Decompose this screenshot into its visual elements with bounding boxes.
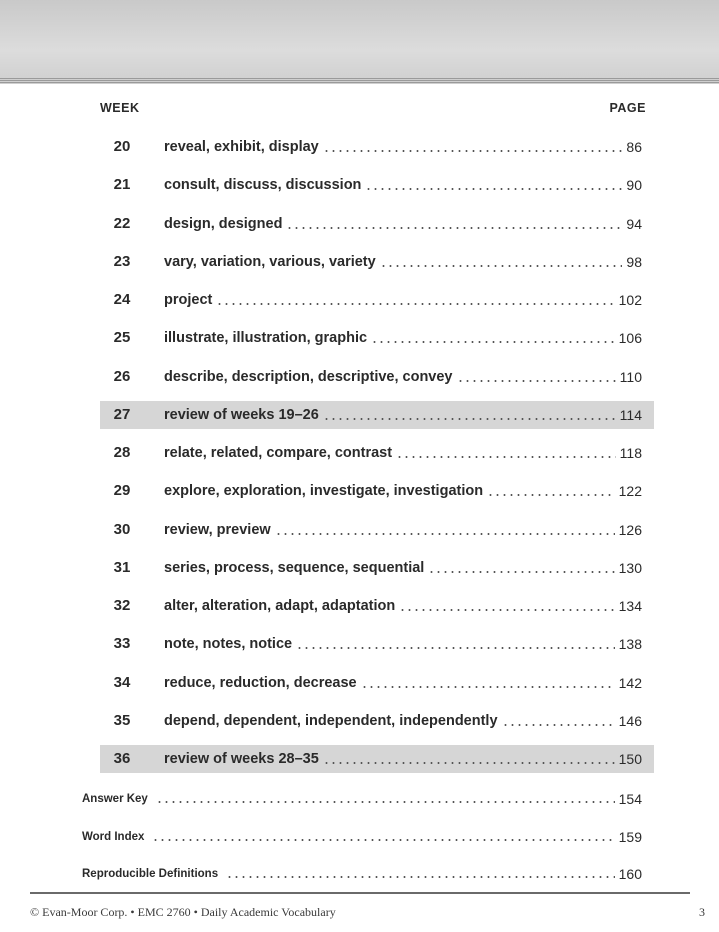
back-matter-title: Answer Key [82, 793, 148, 805]
toc-title: review, preview [164, 521, 271, 538]
toc-review-row [100, 401, 654, 429]
toc-title: note, notes, notice [164, 636, 293, 653]
dot-leader [361, 686, 615, 688]
toc-line [164, 630, 642, 658]
toc-row [100, 210, 654, 238]
week-number: 26 [113, 367, 131, 385]
toc-title: consult, discuss, discussion [164, 177, 362, 194]
toc-title: relate, related, compare, contrast [164, 445, 393, 461]
week-number: 20 [113, 138, 131, 155]
dot-leader [380, 265, 623, 267]
back-matter-page: 160 [618, 866, 642, 882]
week-number: 23 [113, 252, 131, 270]
week-column-header: WEEK [100, 101, 140, 115]
footer-rule [30, 892, 690, 894]
toc-page: 126 [618, 521, 642, 538]
week-number: 31 [113, 558, 131, 576]
page-column-header: PAGE [609, 101, 646, 115]
toc-title: review of weeks 19–26 [164, 406, 319, 423]
page-number: 3 [699, 905, 705, 919]
week-number: 25 [113, 329, 131, 347]
toc-title: project [164, 292, 213, 308]
week-number: 22 [113, 214, 131, 232]
toc-row [100, 630, 654, 658]
toc-row [100, 324, 654, 352]
toc-line [164, 477, 642, 505]
toc-line [164, 516, 642, 544]
week-number: 30 [113, 520, 131, 538]
top-rule [0, 78, 719, 84]
toc-row [100, 477, 654, 505]
dot-leader [226, 876, 615, 878]
toc-title: illustrate, illustration, graphic [164, 330, 368, 347]
week-number: 34 [113, 673, 131, 691]
dot-leader [152, 839, 614, 841]
toc-page: 106 [618, 330, 642, 347]
toc-title: alter, alteration, adapt, adaptation [164, 598, 396, 614]
week-number: 33 [113, 635, 131, 653]
week-number: 32 [113, 597, 131, 614]
dot-leader [296, 647, 615, 649]
toc-title: reveal, exhibit, display [164, 139, 319, 155]
dot-leader [156, 801, 615, 803]
toc-title: depend, dependent, independent, independently [164, 712, 498, 729]
dot-leader [399, 609, 614, 611]
toc-page: 138 [618, 636, 642, 653]
toc-line [164, 554, 642, 582]
toc-line [164, 133, 642, 161]
week-number: 36 [113, 750, 131, 767]
toc-line [164, 401, 642, 429]
dot-leader [457, 380, 616, 382]
week-number: 35 [113, 711, 131, 729]
week-number: 24 [113, 291, 131, 308]
toc-row [100, 439, 654, 467]
week-number: 28 [113, 444, 131, 461]
week-number: 21 [113, 176, 131, 194]
toc-line [164, 210, 642, 238]
dot-leader [323, 150, 623, 152]
toc-page: 98 [626, 253, 642, 270]
dot-leader [487, 494, 615, 496]
toc-row [100, 516, 654, 544]
toc-line [164, 707, 642, 735]
toc-row [100, 592, 654, 620]
toc-line [164, 669, 642, 697]
dot-leader [286, 227, 622, 229]
toc-row [100, 248, 654, 276]
dot-leader [371, 341, 615, 343]
toc-page: 118 [619, 445, 642, 461]
toc-page: 130 [618, 559, 642, 576]
dot-leader [323, 762, 615, 764]
back-matter-title: Reproducible Definitions [82, 868, 219, 880]
toc-page: 146 [618, 712, 642, 729]
toc-line [164, 439, 642, 467]
toc-page: 114 [619, 406, 642, 423]
back-matter-row [82, 787, 642, 811]
back-matter-row [82, 862, 642, 886]
toc-page: 122 [618, 483, 642, 500]
dot-leader [323, 418, 616, 420]
dot-leader [216, 303, 614, 305]
toc-title: review of weeks 28–35 [164, 751, 319, 767]
toc-row [100, 707, 654, 735]
dot-leader [396, 456, 616, 458]
toc-line [164, 363, 642, 391]
week-number: 29 [113, 482, 131, 500]
toc-review-row [100, 745, 654, 773]
footer-copyright: © Evan-Moor Corp. • EMC 2760 • Daily Academic Vocabulary [30, 905, 336, 919]
toc-page: 90 [626, 177, 642, 194]
toc-title: describe, description, descriptive, convey [164, 368, 453, 385]
dot-leader [275, 533, 615, 535]
toc-row [100, 554, 654, 582]
week-number: 27 [113, 405, 131, 423]
dot-leader [502, 724, 615, 726]
toc-title: explore, exploration, investigate, investigation [164, 483, 484, 500]
toc-page: 102 [618, 292, 642, 308]
dot-leader [428, 571, 614, 573]
top-banner [0, 0, 719, 84]
toc-title: series, process, sequence, sequential [164, 559, 425, 576]
toc-row [100, 363, 654, 391]
toc-page: 94 [626, 215, 642, 232]
toc-row [100, 286, 654, 314]
back-matter-title: Word Index [82, 831, 145, 843]
back-matter-row [82, 825, 642, 849]
toc-row [100, 171, 654, 199]
back-matter-page: 159 [618, 829, 642, 845]
dot-leader [365, 188, 622, 190]
toc-line [164, 592, 642, 620]
toc-page: 110 [619, 368, 642, 385]
toc-row [100, 133, 654, 161]
toc-line [164, 286, 642, 314]
back-matter-page: 154 [618, 791, 642, 807]
toc-row [100, 669, 654, 697]
toc-title: vary, variation, various, variety [164, 253, 376, 270]
toc-page: 142 [618, 674, 642, 691]
toc-title: reduce, reduction, decrease [164, 674, 357, 691]
toc-line [164, 171, 642, 199]
toc-page: 134 [618, 598, 642, 614]
toc-line [164, 324, 642, 352]
toc-page: 86 [626, 139, 642, 155]
toc-line [164, 248, 642, 276]
toc-page: 150 [618, 751, 642, 767]
toc-title: design, designed [164, 215, 283, 232]
toc-line [164, 745, 642, 773]
